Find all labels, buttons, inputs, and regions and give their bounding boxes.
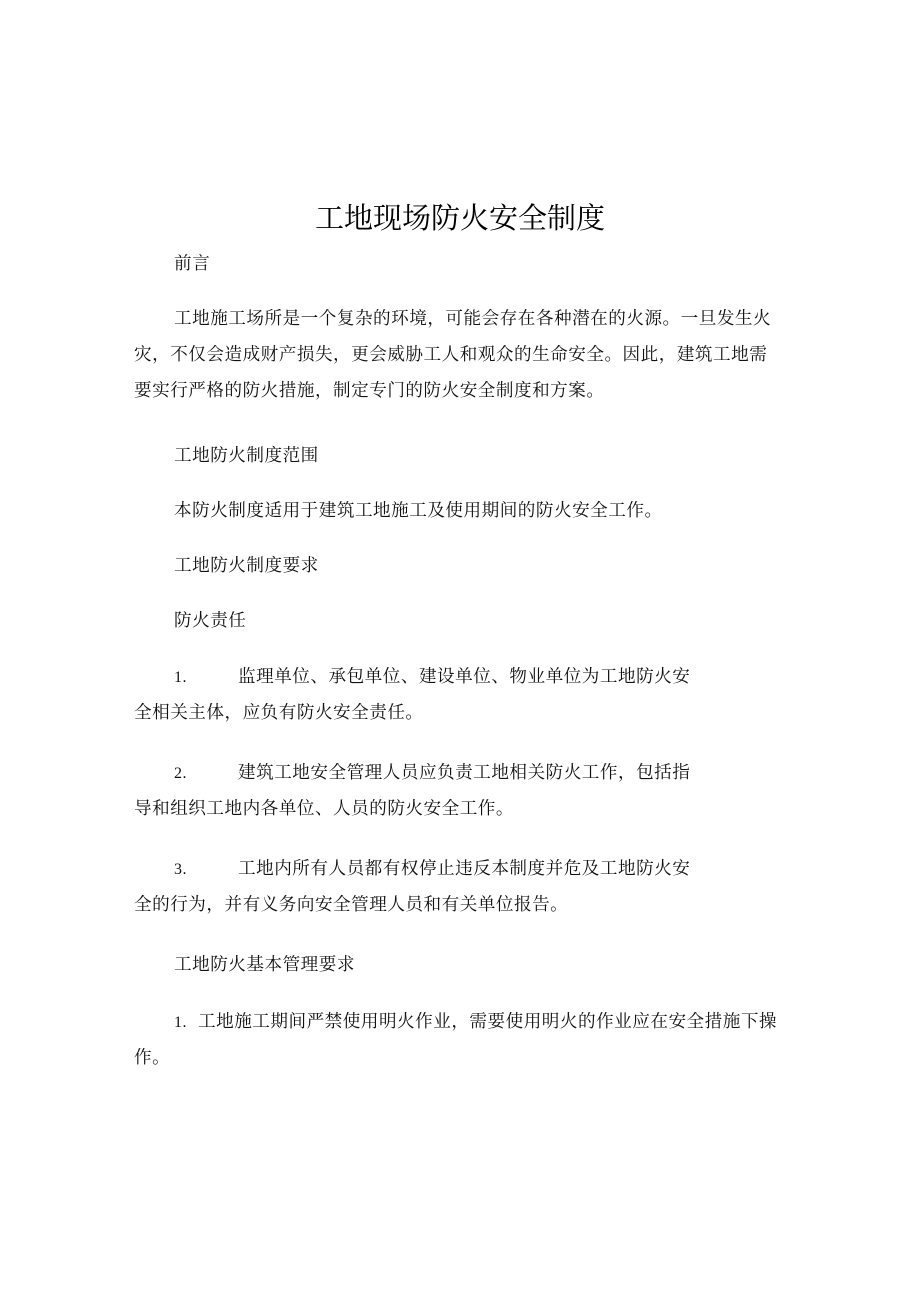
item-text: 工地内所有人员都有权停止违反本制度并危及工地防火安 — [238, 859, 691, 879]
responsibility-item — [134, 851, 690, 923]
scope-heading: 工地防火制度范围 — [174, 446, 319, 466]
item-text: 监理单位、承包单位、建设单位、物业单位为工地防火安 — [238, 667, 691, 687]
item-number: 1. — [174, 1014, 187, 1031]
responsibility-item — [134, 659, 690, 731]
item-text: 建筑工地安全管理人员应负责工地相关防火工作，包括指 — [238, 763, 691, 783]
responsibility-heading: 防火责任 — [174, 611, 247, 631]
item-text: 全的行为，并有义务向安全管理人员和有关单位报告。 — [134, 895, 569, 915]
item-number: 2. — [174, 765, 187, 782]
requirements-heading: 工地防火制度要求 — [174, 556, 319, 576]
intro-line: 要实行严格的防火措施，制定专门的防火安全制度和方案。 — [134, 381, 605, 401]
document-title: 工地现场防火安全制度 — [314, 201, 605, 235]
item-number: 1. — [174, 669, 187, 686]
item-text: 导和组织工地内各单位、人员的防火安全工作。 — [134, 799, 514, 819]
item-text: 作。 — [134, 1048, 171, 1068]
preface-heading: 前言 — [174, 254, 211, 274]
intro-line: 灾，不仅会造成财产损失，更会威胁工人和观众的生命安全。因此，建筑工地需 — [134, 345, 768, 365]
item-number: 3. — [174, 861, 187, 878]
intro-line: 工地施工场所是一个复杂的环境，可能会存在各种潜在的火源。一旦发生火 — [174, 309, 772, 329]
management-heading: 工地防火基本管理要求 — [174, 955, 355, 975]
responsibility-item — [134, 755, 690, 827]
intro-paragraph — [134, 301, 771, 409]
item-text: 工地施工期间严禁使用明火作业，需要使用明火的作业应在安全措施下操 — [198, 1012, 778, 1032]
item-text: 全相关主体，应负有防火安全责任。 — [134, 703, 424, 723]
management-item — [134, 1004, 777, 1076]
scope-text: 本防火制度适用于建筑工地施工及使用期间的防火安全工作。 — [174, 501, 663, 521]
